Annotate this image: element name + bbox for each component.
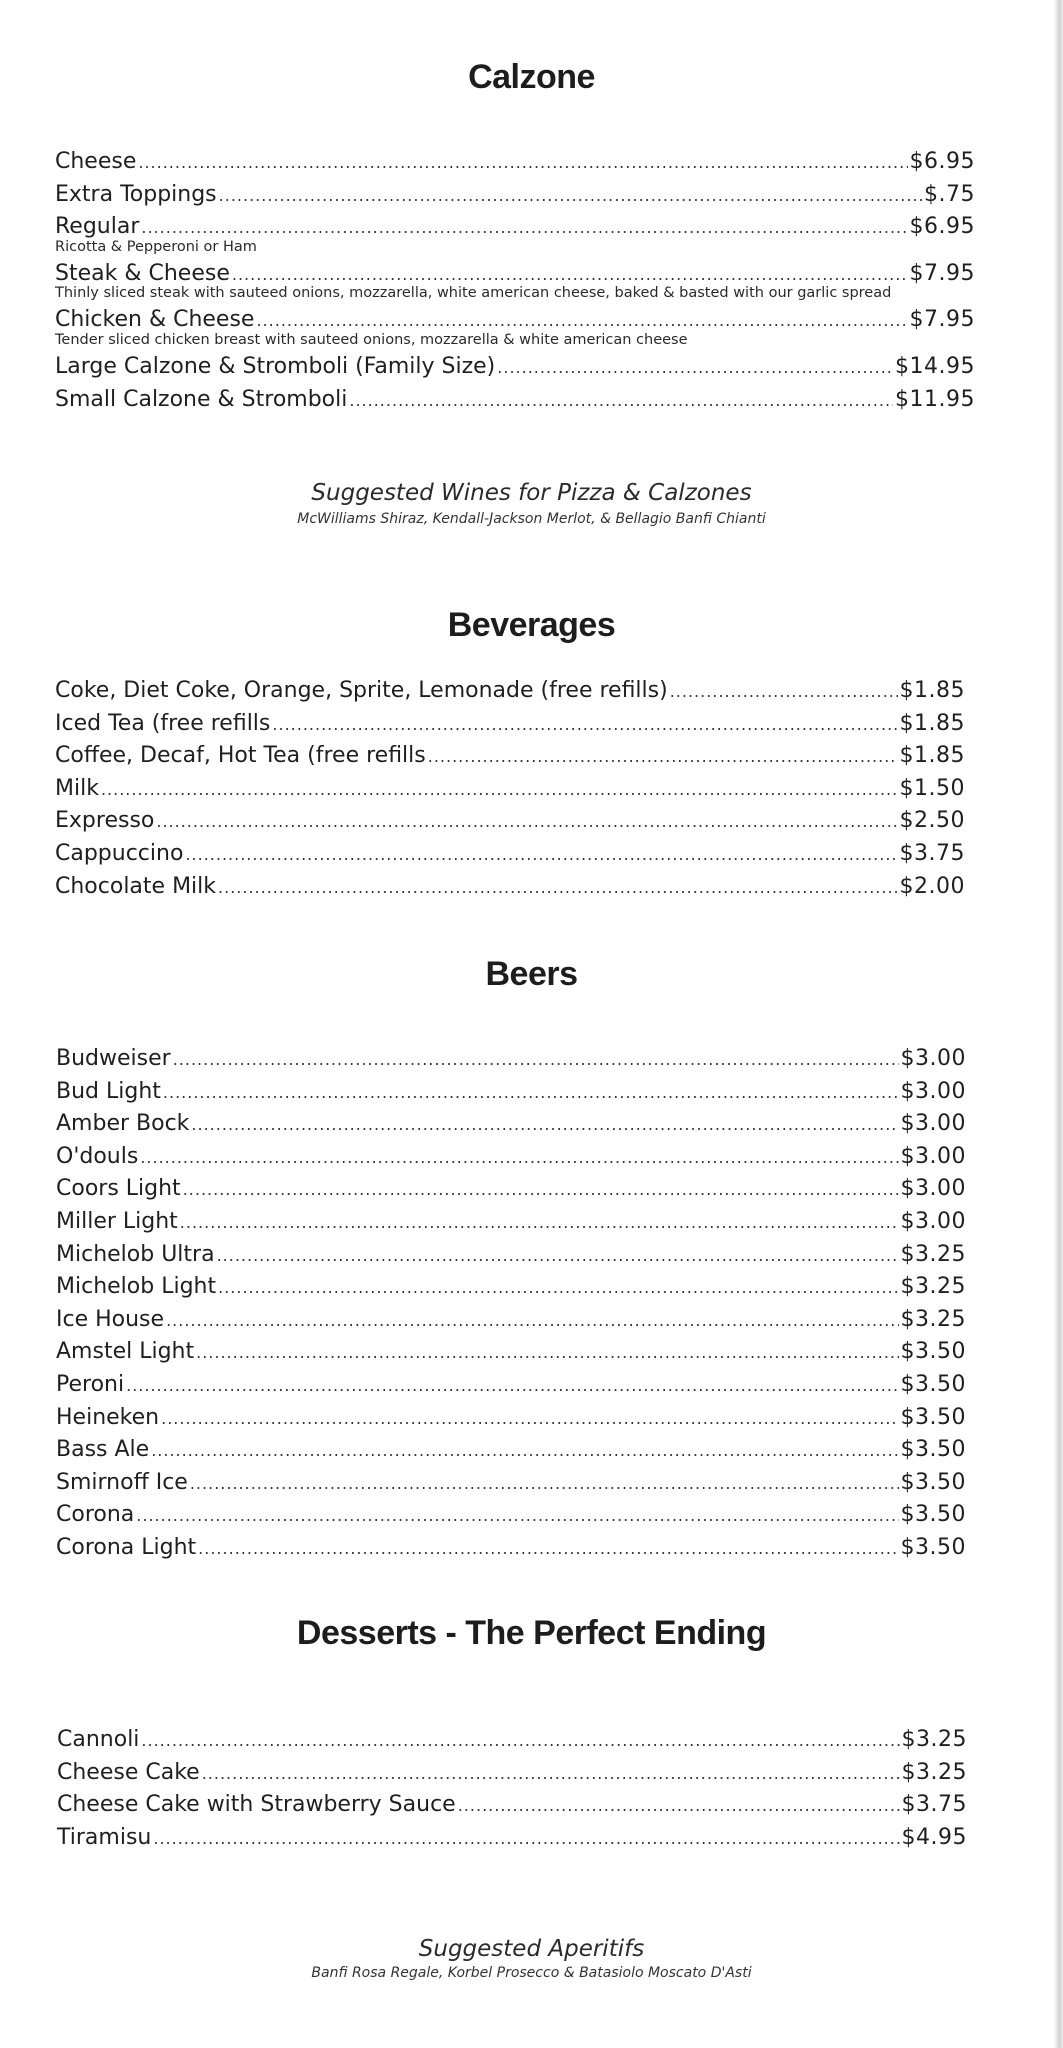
menu-item-row: [55, 740, 965, 773]
dot-leader: [458, 1790, 900, 1822]
menu-item: [56, 1141, 966, 1174]
dot-leader: [272, 709, 897, 741]
item-price: $6.95: [909, 149, 975, 174]
beverages-list: [55, 675, 965, 903]
menu-item-row: [56, 1532, 966, 1565]
beers-list: [56, 1043, 966, 1565]
item-name: Peroni: [56, 1371, 125, 1397]
menu-item-row: [56, 1336, 966, 1369]
item-price: $3.25: [900, 1274, 966, 1300]
menu-item: [57, 1822, 967, 1855]
dot-leader: [153, 1823, 899, 1855]
menu-item: [56, 1369, 966, 1402]
item-price: $1.50: [899, 775, 965, 801]
menu-item: [57, 1789, 967, 1822]
item-price: $3.25: [901, 1759, 967, 1785]
item-name: Coors Light: [56, 1176, 181, 1202]
menu-item-row: [57, 1757, 967, 1790]
item-name: Large Calzone & Stromboli (Family Size): [55, 353, 496, 379]
menu-item: [55, 258, 975, 305]
item-price: $3.50: [900, 1339, 966, 1365]
menu-item: [56, 1467, 966, 1500]
menu-item: [56, 1239, 966, 1272]
calzone-list: [55, 146, 975, 416]
menu-item: [57, 1757, 967, 1790]
menu-item: [56, 1271, 966, 1304]
aperitifs-list: Banfi Rosa Regale, Korbel Prosecco & Batasiolo Moscato D'Asti: [311, 1965, 752, 1981]
menu-item: [56, 1108, 966, 1141]
item-name: Regular: [55, 214, 140, 240]
menu-item-row: [55, 675, 965, 708]
menu-item: [56, 1336, 966, 1369]
item-name: Budweiser: [56, 1046, 171, 1071]
item-name: Expresso: [55, 808, 155, 834]
item-description: Tender sliced chicken breast with sauteed onions, mozzarella & white american cheese: [55, 331, 688, 348]
item-description: Thinly sliced steak with sauteed onions, mozzarella, white american cheese, baked & basted with our garlic spread: [55, 285, 892, 302]
menu-item: [56, 1076, 966, 1109]
wines-title: Suggested Wines for Pizza & Calzones: [311, 480, 752, 506]
item-price: $3.50: [900, 1371, 966, 1397]
item-name: Corona Light: [56, 1534, 197, 1560]
item-price: $6.95: [909, 214, 975, 240]
dot-leader: [190, 1468, 899, 1500]
menu-item: [56, 1206, 966, 1239]
item-price: $4.95: [901, 1824, 967, 1850]
menu-item-row: [56, 1434, 966, 1467]
dot-leader: [140, 1142, 898, 1174]
dot-leader: [218, 872, 898, 904]
item-price: $2.50: [899, 808, 965, 834]
beverages-title: Beverages: [447, 606, 616, 644]
menu-item: [56, 1043, 966, 1076]
dot-leader: [219, 180, 922, 212]
menu-item-row: [56, 1467, 966, 1500]
item-name: Amstel Light: [56, 1339, 195, 1365]
menu-item-row: [57, 1724, 967, 1757]
item-price: $2.00: [899, 873, 965, 899]
dot-leader: [191, 1109, 898, 1141]
item-price: $3.00: [900, 1176, 966, 1202]
dot-leader: [497, 352, 893, 384]
menu-item-row: [56, 1206, 966, 1239]
menu-item: [55, 211, 975, 258]
page-edge-shadow: [1053, 0, 1063, 2048]
menu-item-row: [56, 1271, 966, 1304]
item-price: $3.25: [900, 1241, 966, 1267]
menu-item: [56, 1434, 966, 1467]
dot-leader: [151, 1435, 898, 1467]
menu-item: [56, 1173, 966, 1206]
item-name: Corona: [56, 1502, 135, 1528]
item-name: Michelob Ultra: [56, 1241, 215, 1267]
menu-item: [55, 675, 965, 708]
desserts-title: Desserts - The Perfect Ending: [296, 1614, 767, 1652]
item-name: Tiramisu: [57, 1824, 152, 1850]
menu-item: [56, 1304, 966, 1337]
item-name: Amber Bock: [56, 1111, 190, 1137]
menu-item-row: [55, 871, 965, 904]
menu-item-row: [55, 708, 965, 741]
dot-leader: [218, 1272, 898, 1304]
item-price: $3.50: [900, 1404, 966, 1430]
item-name: Chicken & Cheese: [55, 307, 255, 333]
item-price: $3.75: [901, 1792, 967, 1818]
item-name: Iced Tea (free refills: [55, 710, 271, 736]
dot-leader: [141, 1725, 899, 1757]
menu-item: [55, 179, 975, 212]
menu-item-row: [56, 1141, 966, 1174]
item-name: Michelob Light: [56, 1274, 217, 1300]
menu-item: [55, 773, 965, 806]
item-name: Cappuccino: [55, 840, 184, 866]
menu-item-row: [56, 1108, 966, 1141]
item-name: Cheese: [55, 149, 137, 174]
menu-item-row: [56, 1499, 966, 1532]
item-price: $1.85: [899, 743, 965, 769]
menu-item: [56, 1499, 966, 1532]
item-name: Cheese Cake: [57, 1759, 200, 1785]
dot-leader: [670, 676, 898, 708]
menu-item-row: [55, 773, 965, 806]
item-name: Milk: [55, 775, 99, 801]
desserts-list: [57, 1724, 967, 1854]
dot-leader: [173, 1044, 899, 1076]
item-price: $3.75: [899, 840, 965, 866]
menu-item-row: [55, 805, 965, 838]
menu-item-row: [56, 1239, 966, 1272]
dot-leader: [180, 1207, 899, 1239]
item-price: $14.95: [895, 353, 975, 379]
item-name: Extra Toppings: [55, 181, 217, 207]
menu-item-row: [55, 351, 975, 384]
menu-item: [55, 838, 965, 871]
dot-leader: [428, 741, 898, 773]
menu-item: [55, 871, 965, 904]
item-price: $1.85: [899, 710, 965, 736]
item-price: $3.00: [900, 1208, 966, 1234]
menu-item-row: [56, 1369, 966, 1402]
item-price: $11.95: [895, 386, 975, 412]
menu-item: [55, 351, 975, 384]
dot-leader: [198, 1533, 898, 1565]
dot-leader: [138, 147, 907, 179]
menu-item-row: [57, 1789, 967, 1822]
menu-item-row: [56, 1173, 966, 1206]
item-price: $7.95: [909, 260, 975, 286]
menu-item-row: [55, 838, 965, 871]
item-name: Cheese Cake with Strawberry Sauce: [57, 1792, 456, 1818]
item-name: Coke, Diet Coke, Orange, Sprite, Lemonade (free refills): [55, 678, 668, 703]
item-price: $3.50: [900, 1469, 966, 1495]
menu-item: [55, 740, 965, 773]
item-price: $3.00: [900, 1143, 966, 1169]
item-price: $.75: [924, 181, 975, 207]
menu-item: [55, 304, 975, 351]
menu-item-row: [56, 1402, 966, 1435]
menu-item-row: [55, 146, 975, 179]
menu-item: [56, 1402, 966, 1435]
dot-leader: [136, 1500, 898, 1532]
menu-item: [57, 1724, 967, 1757]
dot-leader: [156, 806, 897, 838]
dot-leader: [101, 774, 898, 806]
menu-item: [56, 1532, 966, 1565]
menu-item-row: [56, 1076, 966, 1109]
dot-leader: [126, 1370, 898, 1402]
wines-list: McWilliams Shiraz, Kendall-Jackson Merlot, & Bellagio Banfi Chianti: [297, 511, 766, 527]
item-name: Steak & Cheese: [55, 260, 230, 286]
menu-item-row: [56, 1043, 966, 1076]
menu-item-row: [55, 179, 975, 212]
dot-leader: [166, 1305, 898, 1337]
dot-leader: [183, 1174, 899, 1206]
menu-item-row: [57, 1822, 967, 1855]
item-price: $3.50: [900, 1502, 966, 1528]
menu-item: [55, 146, 975, 179]
dot-leader: [196, 1337, 898, 1369]
menu-item-row: [56, 1304, 966, 1337]
item-name: Bud Light: [56, 1078, 161, 1104]
item-name: Cannoli: [57, 1727, 140, 1752]
dot-leader: [217, 1240, 899, 1272]
item-name: Coffee, Decaf, Hot Tea (free refills: [55, 743, 426, 769]
item-name: Ice House: [56, 1306, 165, 1332]
item-price: $3.00: [900, 1046, 966, 1071]
beers-title: Beers: [485, 955, 578, 993]
calzone-title: Calzone: [468, 58, 595, 96]
item-price: $3.50: [900, 1437, 966, 1463]
item-name: O'douls: [56, 1143, 139, 1169]
item-name: Heineken: [56, 1404, 160, 1430]
item-name: Smirnoff Ice: [56, 1469, 188, 1495]
item-name: Chocolate Milk: [55, 873, 217, 899]
menu-item: [55, 384, 975, 417]
aperitifs-title: Suggested Aperitifs: [418, 1936, 645, 1962]
menu-item: [55, 708, 965, 741]
item-name: Small Calzone & Stromboli: [55, 386, 348, 412]
item-price: $3.00: [900, 1078, 966, 1104]
dot-leader: [163, 1077, 899, 1109]
item-price: $7.95: [909, 307, 975, 333]
menu-item-row: [55, 384, 975, 417]
dot-leader: [161, 1403, 898, 1435]
menu-item: [55, 805, 965, 838]
dot-leader: [185, 839, 897, 871]
item-description: Ricotta & Pepperoni or Ham: [55, 238, 257, 255]
dot-leader: [349, 385, 893, 417]
item-price: $1.85: [899, 678, 965, 703]
item-name: Bass Ale: [56, 1437, 150, 1463]
item-price: $3.50: [900, 1534, 966, 1560]
item-name: Miller Light: [56, 1208, 178, 1234]
dot-leader: [202, 1758, 900, 1790]
item-price: $3.25: [901, 1727, 967, 1752]
item-price: $3.25: [900, 1306, 966, 1332]
item-price: $3.00: [900, 1111, 966, 1137]
